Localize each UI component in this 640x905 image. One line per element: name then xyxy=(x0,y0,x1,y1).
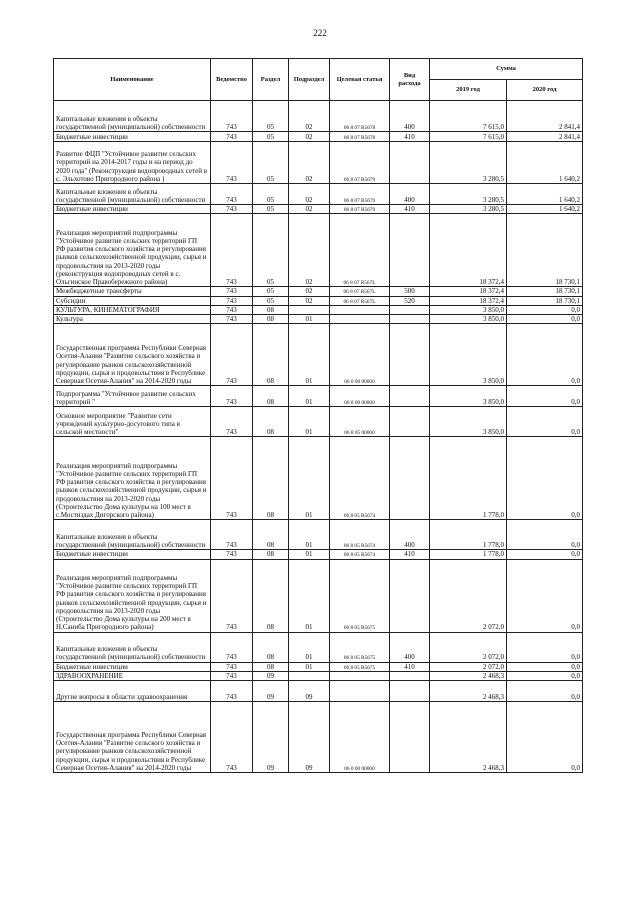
row-target xyxy=(330,315,390,324)
row-sum-2019: 2 468,3 xyxy=(430,681,507,702)
row-sum-2019: 18 372,4 xyxy=(430,296,507,305)
row-expense-type xyxy=(390,671,430,680)
row-subsection: 01 xyxy=(289,632,330,662)
table-row xyxy=(54,632,583,662)
row-target: 06 8 07 R5679 xyxy=(330,205,390,214)
row-name: Межбюджетные трансферты xyxy=(54,287,211,296)
row-name: Развитие ФЦП "Устойчивое развитие сельских территорий на 2014-2017 годы и на период до 2020 года" (Реконструкция водопроводных сетей в с. Эльхотово Пригородного района ) xyxy=(54,142,211,184)
row-section: 05 xyxy=(253,287,289,296)
row-sum-2019: 2 072,0 xyxy=(430,559,507,632)
row-expense-type xyxy=(390,305,430,314)
row-subsection xyxy=(289,305,330,314)
row-sum-2019: 1 778,0 xyxy=(430,550,507,559)
row-sum-2019: 1 778,0 xyxy=(430,437,507,520)
row-expense-type xyxy=(390,142,430,184)
row-sum-2019: 2 468,3 xyxy=(430,702,507,773)
row-name: КУЛЬТУРА, КИНЕМАТОГРАФИЯ xyxy=(54,305,211,314)
row-expense-type: 400 xyxy=(390,101,430,132)
budget-table xyxy=(53,58,583,773)
row-section: 08 xyxy=(253,662,289,671)
row-expense-type xyxy=(390,437,430,520)
header-section: Раздел xyxy=(253,59,289,101)
row-sum-2019: 3 280,5 xyxy=(430,184,507,205)
row-sum-2020: 2 841,4 xyxy=(507,101,583,132)
row-dept: 743 xyxy=(211,214,253,287)
row-subsection: 02 xyxy=(289,287,330,296)
row-sum-2020: 0,0 xyxy=(507,681,583,702)
row-sum-2020: 0,0 xyxy=(507,437,583,520)
row-subsection: 01 xyxy=(289,324,330,386)
row-name: Подпрограмма "Устойчивое развитие сельских территорий " xyxy=(54,386,211,407)
row-target: 06 8 07 R5678 xyxy=(330,132,390,142)
table-row xyxy=(54,296,583,305)
header-sum: Сумма xyxy=(430,59,583,80)
row-sum-2019: 1 778,0 xyxy=(430,520,507,550)
row-expense-type: 410 xyxy=(390,662,430,671)
row-expense-type xyxy=(390,324,430,386)
row-sum-2020: 0,0 xyxy=(507,632,583,662)
row-sum-2020: 0,0 xyxy=(507,559,583,632)
row-name: Капитальные вложения в объекты государственной (муниципальной) собственности xyxy=(54,520,211,550)
row-sum-2019: 3 850,0 xyxy=(430,407,507,437)
row-name: Реализация мероприятий подпрограммы "Устойчивое развитие сельских территорий ГП РФ развития сельского хозяйства и регулирования рынков сельскохозяйственной продукции, сырья и продовольствия на 2013-2020 годы (Строительство Дома культуры на 200 мест в Н.Саниба Пригородного района) xyxy=(54,559,211,632)
row-dept: 743 xyxy=(211,132,253,142)
row-section: 08 xyxy=(253,386,289,407)
row-target xyxy=(330,671,390,680)
row-subsection: 02 xyxy=(289,142,330,184)
row-dept: 743 xyxy=(211,287,253,296)
row-sum-2020: 0,0 xyxy=(507,386,583,407)
row-name: Государственная программа Республики Северная Осетия-Алания "Развитие сельского хозяйства и регулирование рынков сельскохозяйственной продукции, сырья и продовольствия в Республике Северная Осетия-Алания" на 2014-2020 годы xyxy=(54,702,211,773)
row-sum-2020: 0,0 xyxy=(507,324,583,386)
row-subsection: 09 xyxy=(289,702,330,773)
row-subsection xyxy=(289,671,330,680)
row-expense-type xyxy=(390,407,430,437)
row-section: 05 xyxy=(253,101,289,132)
table-row xyxy=(54,214,583,287)
row-dept: 743 xyxy=(211,437,253,520)
row-name: Субсидии xyxy=(54,296,211,305)
row-name: Культура xyxy=(54,315,211,324)
row-sum-2019: 7 615,0 xyxy=(430,132,507,142)
table-row xyxy=(54,287,583,296)
row-subsection: 02 xyxy=(289,132,330,142)
row-subsection: 01 xyxy=(289,386,330,407)
row-dept: 743 xyxy=(211,702,253,773)
header-target: Целевая статья xyxy=(330,59,390,101)
row-sum-2019: 2 072,0 xyxy=(430,632,507,662)
row-sum-2019: 2 072,0 xyxy=(430,662,507,671)
table-row xyxy=(54,205,583,214)
row-expense-type xyxy=(390,214,430,287)
row-target: 06 8 07 R567L xyxy=(330,296,390,305)
row-sum-2020: 1 640,2 xyxy=(507,205,583,214)
row-target: 06 8 05 R5674 xyxy=(330,520,390,550)
row-sum-2019: 3 280,5 xyxy=(430,205,507,214)
row-dept: 743 xyxy=(211,662,253,671)
row-expense-type xyxy=(390,681,430,702)
row-subsection: 02 xyxy=(289,184,330,205)
row-dept: 743 xyxy=(211,550,253,559)
header-name: Наименование xyxy=(54,59,211,101)
row-subsection: 02 xyxy=(289,205,330,214)
table-row xyxy=(54,142,583,184)
row-subsection: 01 xyxy=(289,550,330,559)
row-section: 05 xyxy=(253,132,289,142)
row-expense-type: 520 xyxy=(390,296,430,305)
row-sum-2020: 0,0 xyxy=(507,671,583,680)
row-name: Капитальные вложения в объекты государственной (муниципальной) собственности xyxy=(54,101,211,132)
page-number: 222 xyxy=(313,28,327,38)
row-expense-type xyxy=(390,702,430,773)
row-dept: 743 xyxy=(211,324,253,386)
row-name: Реализация мероприятий подпрограммы "Устойчивое развитие сельских территорий ГП РФ развития сельского хозяйства и регулирования рынков сельскохозяйственной продукции, сырья и продовольствия на 2013-2020 годы (Строительство Дома культуры на 100 мест в с.Мостиздах Дигорского района) xyxy=(54,437,211,520)
row-sum-2020: 0,0 xyxy=(507,702,583,773)
row-dept: 743 xyxy=(211,681,253,702)
row-sum-2020: 1 640,2 xyxy=(507,142,583,184)
row-name: Капитальные вложения в объекты государственной (муниципальной) собственности xyxy=(54,632,211,662)
row-target: 06 8 05 R5675 xyxy=(330,632,390,662)
row-section: 09 xyxy=(253,702,289,773)
row-expense-type: 400 xyxy=(390,184,430,205)
table-row xyxy=(54,681,583,702)
row-sum-2019: 18 372,4 xyxy=(430,214,507,287)
row-sum-2020: 0,0 xyxy=(507,407,583,437)
row-subsection: 01 xyxy=(289,559,330,632)
row-sum-2019: 3 850,0 xyxy=(430,315,507,324)
row-section: 08 xyxy=(253,632,289,662)
row-sum-2020: 18 730,1 xyxy=(507,287,583,296)
row-sum-2019: 7 615,0 xyxy=(430,101,507,132)
row-sum-2019: 3 850,0 xyxy=(430,305,507,314)
row-section: 05 xyxy=(253,296,289,305)
header-year-2019: 2019 год xyxy=(430,80,507,101)
row-dept: 743 xyxy=(211,305,253,314)
row-sum-2020: 0,0 xyxy=(507,662,583,671)
row-target: 06 8 05 R5675 xyxy=(330,559,390,632)
row-expense-type: 400 xyxy=(390,520,430,550)
row-section: 08 xyxy=(253,559,289,632)
row-section: 08 xyxy=(253,324,289,386)
header-dept: Ведомство xyxy=(211,59,253,101)
row-section: 09 xyxy=(253,681,289,702)
row-expense-type xyxy=(390,386,430,407)
table-row xyxy=(54,407,583,437)
row-sum-2020: 18 730,1 xyxy=(507,214,583,287)
table-row xyxy=(54,520,583,550)
row-expense-type xyxy=(390,559,430,632)
row-name: Капитальные вложения в объекты государственной (муниципальной) собственности xyxy=(54,184,211,205)
row-subsection: 02 xyxy=(289,214,330,287)
row-expense-type: 410 xyxy=(390,132,430,142)
row-subsection: 09 xyxy=(289,681,330,702)
row-section: 05 xyxy=(253,205,289,214)
row-expense-type: 500 xyxy=(390,287,430,296)
row-sum-2020: 0,0 xyxy=(507,315,583,324)
row-name: Реализация мероприятий подпрограммы "Устойчивое развитие сельских территорий ГП РФ развития сельского хозяйства и регулирования рынков сельскохозяйственной продукции, сырья и продовольствия на 2013-2020 годы (реконструкция водопроводных сетей в с. Ольгинское Правобережного района) xyxy=(54,214,211,287)
row-section: 09 xyxy=(253,671,289,680)
row-dept: 743 xyxy=(211,142,253,184)
row-section: 05 xyxy=(253,142,289,184)
row-name: Бюджетные инвестиции xyxy=(54,205,211,214)
table-row xyxy=(54,315,583,324)
row-expense-type: 410 xyxy=(390,550,430,559)
table-row xyxy=(54,671,583,680)
row-target: 06 8 05 00000 xyxy=(330,407,390,437)
row-sum-2020: 0,0 xyxy=(507,550,583,559)
table-row xyxy=(54,101,583,132)
header-expense-type: Вид расхода xyxy=(390,59,430,101)
row-dept: 743 xyxy=(211,520,253,550)
row-section: 08 xyxy=(253,437,289,520)
row-section: 05 xyxy=(253,184,289,205)
header-year-2020: 2020 год xyxy=(507,80,583,101)
table-row xyxy=(54,437,583,520)
row-target: 06 8 07 R567L xyxy=(330,287,390,296)
row-target: 06 8 07 R567L xyxy=(330,214,390,287)
row-dept: 743 xyxy=(211,184,253,205)
row-section: 08 xyxy=(253,407,289,437)
row-subsection: 01 xyxy=(289,520,330,550)
row-target xyxy=(330,681,390,702)
table-row xyxy=(54,662,583,671)
row-section: 08 xyxy=(253,305,289,314)
row-dept: 743 xyxy=(211,386,253,407)
row-dept: 743 xyxy=(211,671,253,680)
row-dept: 743 xyxy=(211,315,253,324)
row-dept: 743 xyxy=(211,101,253,132)
row-sum-2019: 18 372,4 xyxy=(430,287,507,296)
row-target xyxy=(330,305,390,314)
table-row xyxy=(54,132,583,142)
table-row xyxy=(54,305,583,314)
table-row xyxy=(54,184,583,205)
row-section: 08 xyxy=(253,315,289,324)
row-name: Бюджетные инвестиции xyxy=(54,662,211,671)
row-name: Другие вопросы в области здравоохранения xyxy=(54,681,211,702)
row-sum-2020: 2 841,4 xyxy=(507,132,583,142)
row-subsection: 01 xyxy=(289,407,330,437)
row-expense-type: 410 xyxy=(390,205,430,214)
row-target: 06 8 05 R5674 xyxy=(330,550,390,559)
row-sum-2019: 3 280,5 xyxy=(430,142,507,184)
row-section: 08 xyxy=(253,550,289,559)
row-dept: 743 xyxy=(211,632,253,662)
row-target: 06 8 05 R5674 xyxy=(330,437,390,520)
table-row xyxy=(54,559,583,632)
row-name: Государственная программа Республики Северная Осетия-Алания "Развитие сельского хозяйства и регулирование рынков сельскохозяйственной продукции, сырья и продовольствия в Республике Северная Осетия-Алания" на 2014-2020 годы xyxy=(54,324,211,386)
row-target: 06 8 07 R5679 xyxy=(330,184,390,205)
row-dept: 743 xyxy=(211,296,253,305)
row-sum-2019: 3 850,0 xyxy=(430,324,507,386)
row-dept: 743 xyxy=(211,559,253,632)
row-target: 06 0 00 00000 xyxy=(330,324,390,386)
row-sum-2019: 2 468,3 xyxy=(430,671,507,680)
row-name: Основное мероприятие "Развитие сети учреждений культурно-досугового типа в сельской местности" xyxy=(54,407,211,437)
row-subsection: 02 xyxy=(289,296,330,305)
row-target: 06 8 05 R5675 xyxy=(330,662,390,671)
table-body xyxy=(54,101,583,773)
row-target: 06 8 07 R5678 xyxy=(330,101,390,132)
row-subsection: 01 xyxy=(289,315,330,324)
row-dept: 743 xyxy=(211,407,253,437)
table-row xyxy=(54,324,583,386)
row-dept: 743 xyxy=(211,205,253,214)
row-section: 08 xyxy=(253,520,289,550)
row-sum-2019: 3 850,0 xyxy=(430,386,507,407)
row-target: 06 0 00 00000 xyxy=(330,702,390,773)
row-subsection: 02 xyxy=(289,101,330,132)
row-expense-type xyxy=(390,315,430,324)
row-sum-2020: 0,0 xyxy=(507,305,583,314)
header-subsection: Подраздел xyxy=(289,59,330,101)
row-name: Бюджетные инвестиции xyxy=(54,132,211,142)
row-target: 06 8 07 R5679 xyxy=(330,142,390,184)
row-section: 05 xyxy=(253,214,289,287)
row-name: ЗДРАВООХРАНЕНИЕ xyxy=(54,671,211,680)
row-name: Бюджетные инвестиции xyxy=(54,550,211,559)
row-sum-2020: 18 730,1 xyxy=(507,296,583,305)
row-target: 06 8 00 00000 xyxy=(330,386,390,407)
table-row xyxy=(54,386,583,407)
table-row xyxy=(54,702,583,773)
row-expense-type: 400 xyxy=(390,632,430,662)
row-sum-2020: 0,0 xyxy=(507,520,583,550)
table-row xyxy=(54,550,583,559)
row-subsection: 01 xyxy=(289,662,330,671)
row-subsection: 01 xyxy=(289,437,330,520)
row-sum-2020: 1 640,2 xyxy=(507,184,583,205)
